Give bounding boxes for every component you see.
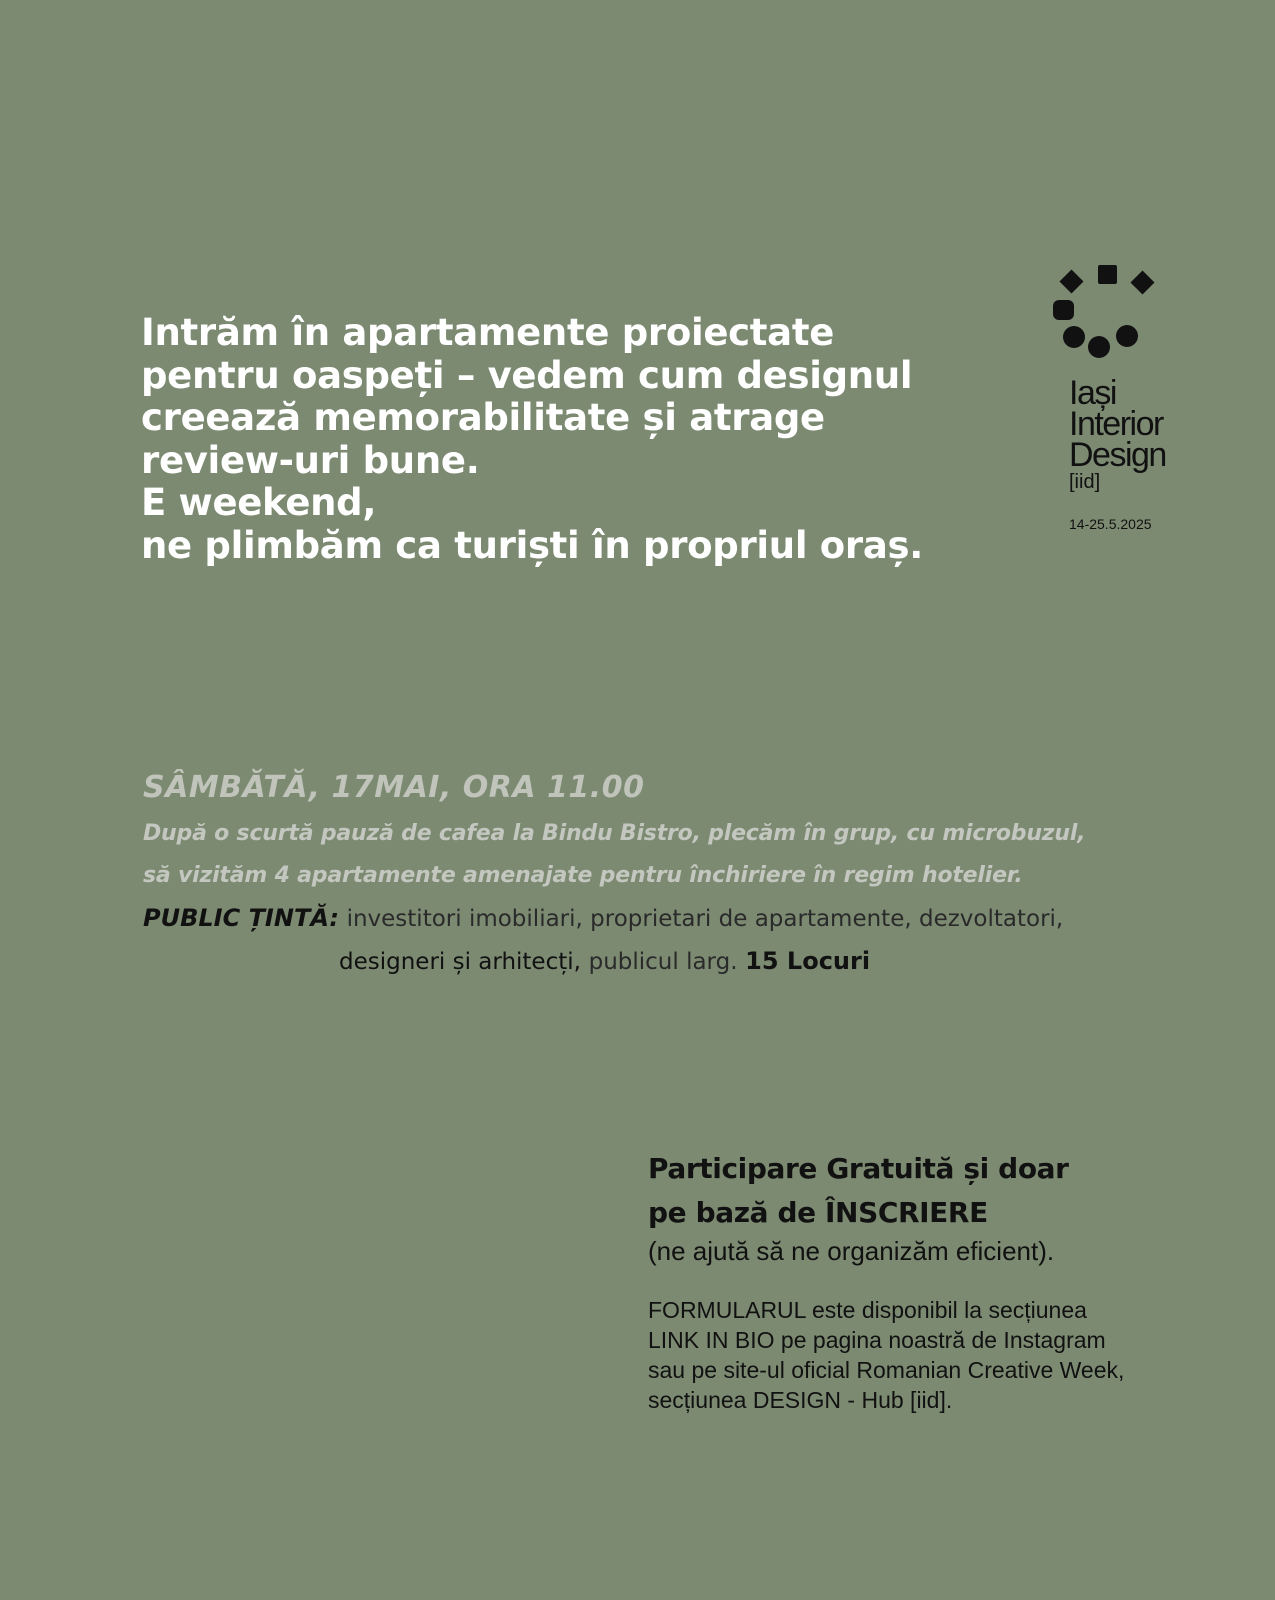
event-description-line: să vizităm 4 apartamente amenajate pentru închiriere în regim hotelier. xyxy=(143,863,1023,888)
target-audience-text: designeri și arhitecți, xyxy=(339,949,581,975)
headline-line: review-uri bune. xyxy=(141,438,480,482)
registration-info-line: FORMULARUL este disponibil la secțiunea xyxy=(648,1297,1087,1323)
iid-dots-logo-icon xyxy=(1052,262,1162,372)
event-description xyxy=(143,813,1243,897)
headline-line: pentru oaspeți – vedem cum designul xyxy=(141,353,913,397)
registration-info-line: sau pe site-ul oficial Romanian Creative Week, xyxy=(648,1357,1125,1383)
event-date-time: SÂMBĂTĂ, 17MAI, ORA 11.00 xyxy=(143,770,645,805)
festival-dates: 14-25.5.2025 xyxy=(1069,516,1152,532)
event-description-line: După o scurtă pauză de cafea la Bindu Bistro, plecăm în grup, cu microbuzul, xyxy=(143,821,1086,846)
target-audience xyxy=(143,897,1243,983)
seats-count: 15 Locuri xyxy=(745,947,871,975)
target-audience-text: publicul larg. xyxy=(588,949,738,975)
registration-title-line: Participare Gratuită și doar xyxy=(648,1152,1069,1185)
registration-info-line: LINK IN BIO pe pagina noastră de Instagram xyxy=(648,1327,1106,1353)
headline-line: Intrăm în apartamente proiectate xyxy=(141,311,835,354)
registration-form-info xyxy=(648,1295,1268,1415)
target-label: PUBLIC ȚINTĂ: xyxy=(143,904,339,932)
logo-wordmark xyxy=(1069,374,1166,493)
logo-line: Interior xyxy=(1069,405,1163,443)
logo-line: Iași xyxy=(1069,374,1116,412)
registration-info-line: secțiunea DESIGN - Hub [iid]. xyxy=(648,1387,953,1413)
logo-abbr: [iid] xyxy=(1069,471,1101,493)
registration-note: (ne ajută să ne organizăm eficient). xyxy=(648,1236,1055,1266)
registration-title-line: pe bază de ÎNSCRIERE xyxy=(648,1196,988,1229)
headline-line: ne plimbăm ca turiști în propriul oraș. xyxy=(141,523,924,567)
iid-logo xyxy=(1052,262,1252,542)
logo-line: Design xyxy=(1069,436,1166,474)
event-details xyxy=(143,770,1243,983)
registration-info xyxy=(648,1147,1268,1415)
registration-title xyxy=(648,1147,1268,1235)
headline xyxy=(141,312,981,567)
headline-line: E weekend, xyxy=(141,481,377,524)
headline-line: creează memorabilitate și atrage xyxy=(141,396,825,439)
target-audience-text: investitori imobiliari, proprietari de apartamente, dezvoltatori, xyxy=(346,906,1064,932)
